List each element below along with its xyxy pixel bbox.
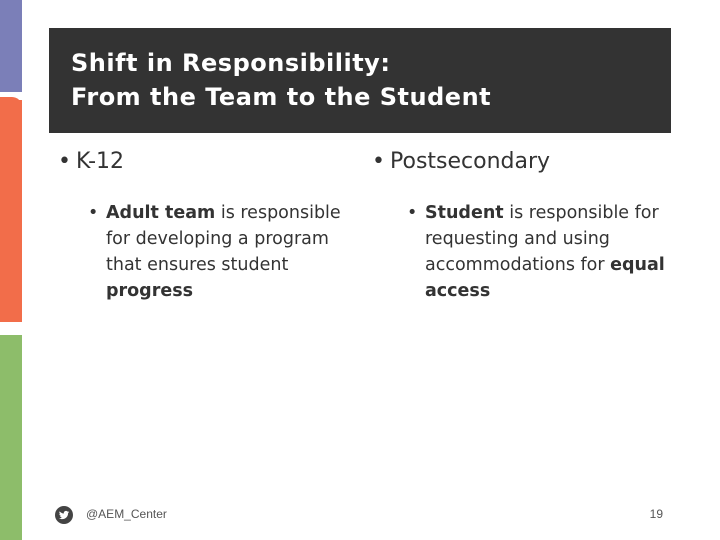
sub-bullet-k12-rest: is responsible for developing a program that ensures student (106, 203, 341, 275)
bullet-dot: • (372, 149, 385, 174)
bullet-postsecondary-label: Postsecondary (390, 149, 551, 174)
twitter-bird-icon (55, 506, 73, 524)
decorative-stripe-orange (0, 100, 22, 322)
sub-bullet-k12-bold: Adult team (106, 203, 216, 223)
bullet-k12 (58, 146, 348, 178)
sub-bullet-postsecondary-bold: Student (425, 203, 504, 223)
slide-title-line-2: From the Team to the Student (71, 83, 492, 111)
right-column (372, 146, 672, 304)
decorative-stripe-purple (0, 0, 22, 92)
sub-bullet-k12-bold-end: progress (106, 281, 194, 301)
bullet-k12-label: K-12 (76, 149, 125, 174)
slide-title-line-1: Shift in Responsibility: (71, 49, 391, 77)
bullet-dot: • (407, 203, 418, 223)
slide-title (71, 46, 671, 114)
sub-bullet-k12-text (106, 200, 348, 304)
title-bar (49, 28, 671, 133)
sub-bullet-postsecondary (407, 200, 672, 304)
sub-bullet-postsecondary-bold-end: equal access (425, 255, 665, 301)
sub-bullet-k12 (88, 200, 348, 304)
bullet-postsecondary (372, 146, 672, 178)
sub-bullet-postsecondary-text (425, 200, 672, 304)
decorative-stripe-green (0, 335, 22, 540)
left-column (58, 146, 348, 304)
bullet-dot: • (88, 203, 99, 223)
twitter-bird-icon-glyph (58, 509, 70, 521)
page-number: 19 (649, 507, 663, 521)
bullet-dot: • (58, 149, 71, 174)
sub-bullet-postsecondary-rest: is responsible for requesting and using accommodations for (425, 203, 659, 275)
footer-twitter-handle: @AEM_Center (86, 507, 167, 521)
